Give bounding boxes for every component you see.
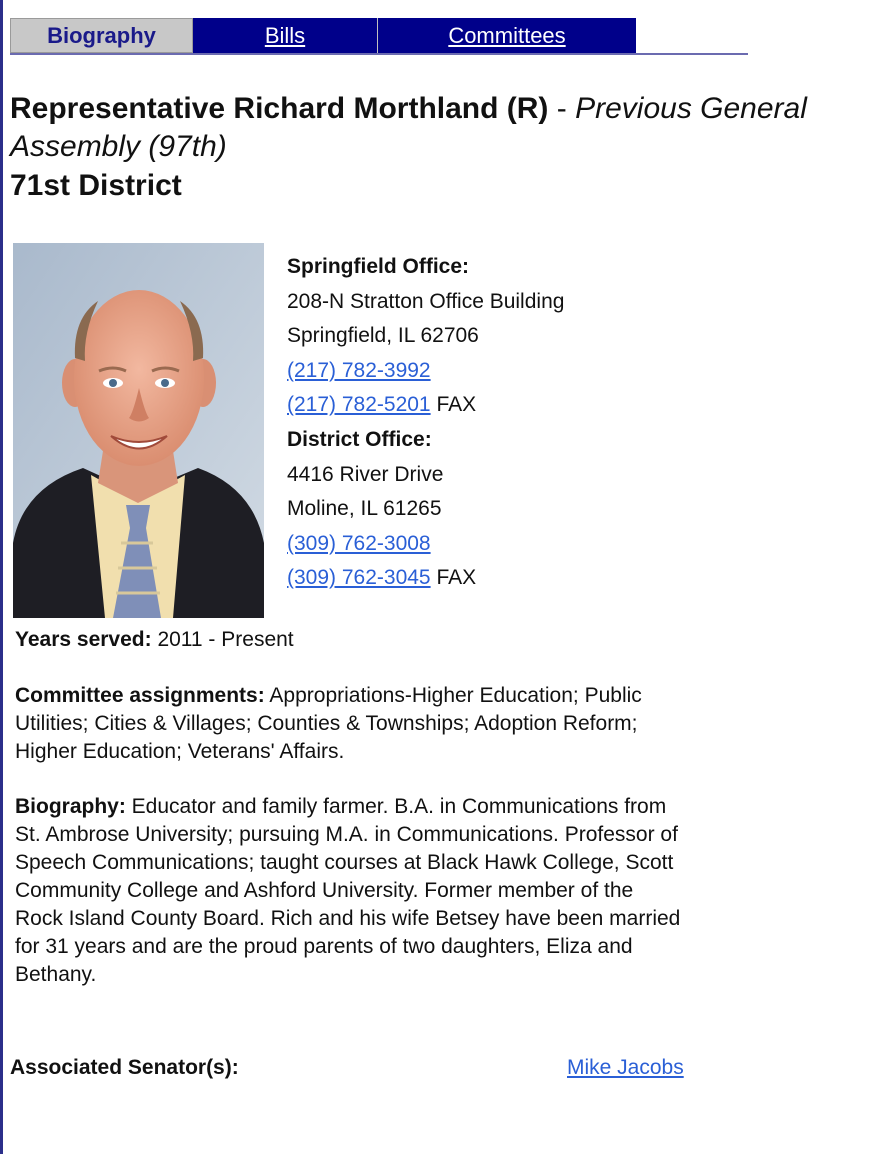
years-served: [15, 626, 685, 654]
springfield-fax-link[interactable]: (217) 782-5201: [287, 393, 431, 417]
biography-text: Educator and family farmer. B.A. in Communications from St. Ambrose University; pursuing M.A. in Communications. Professor of Speech Communications; taught courses at Black Hawk College, Scott Community College and Ashford University. Former member of the Rock Island County Board. Rich and his wife Betsey have been married for 31 years and are the proud parents of two daughters, Eliza and Bethany.: [15, 795, 681, 986]
springfield-phone-link[interactable]: (217) 782-3992: [287, 358, 431, 382]
title-separator: -: [548, 92, 576, 125]
tab-biography[interactable]: Biography: [10, 18, 193, 53]
springfield-office-title: Springfield Office:: [287, 255, 470, 278]
district-label: 71st District: [10, 169, 182, 202]
district-office-title: District Office:: [287, 427, 432, 451]
tab-bar: [10, 18, 636, 53]
assembly-label: Previous General Assembly (97th): [10, 92, 807, 163]
springfield-fax-label: FAX: [430, 393, 477, 417]
associated-senators-label: Associated Senator(s):: [10, 1056, 239, 1079]
committee-assignments-label: Committee assignments:: [15, 684, 265, 707]
tab-committees[interactable]: Committees: [378, 18, 636, 53]
district-fax-link[interactable]: (309) 762-3045: [287, 566, 431, 590]
committee-assignments: [15, 682, 685, 766]
left-border: [0, 0, 3, 1154]
biography-label: Biography:: [15, 795, 126, 818]
years-served-label: Years served:: [15, 628, 152, 651]
committee-assignments-value: Appropriations-Higher Education; Public Utilities; Cities & Villages; Counties & Townships; Adoption Reform; Higher Education; Veterans' Affairs.: [15, 684, 642, 763]
years-served-value: 2011 - Present: [151, 628, 294, 651]
page-title: [10, 90, 870, 166]
tab-divider: [10, 53, 748, 55]
district-address-line1: 4416 River Drive: [287, 462, 444, 486]
associated-senator-link[interactable]: Mike Jacobs: [567, 1056, 684, 1079]
springfield-address-line2: Springfield, IL 62706: [287, 324, 479, 348]
district-phone-link[interactable]: (309) 762-3008: [287, 531, 431, 555]
representative-photo: [13, 243, 264, 618]
representative-name: Representative Richard Morthland (R): [10, 92, 549, 125]
office-contacts: [287, 250, 564, 596]
district-address-line2: Moline, IL 61265: [287, 497, 442, 521]
district-fax-label: FAX: [430, 566, 477, 590]
springfield-address-line1: 208-N Stratton Office Building: [287, 289, 565, 313]
tab-bills[interactable]: Bills: [193, 18, 378, 53]
biography: [15, 793, 685, 989]
